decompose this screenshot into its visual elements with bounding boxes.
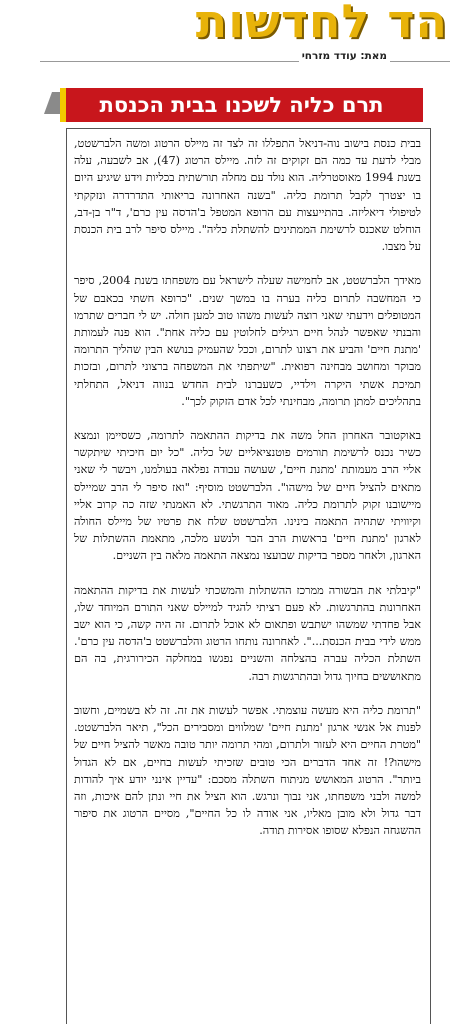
article-paragraph: בבית כנסת בישוב נוה-דניאל התפללו זה לצד זה מיילס הרטוג ומשה הלברשטט, מבלי לדעת עד כמה הם זקוקים זה לזה. מיילס הרטוג (47), אב לשבעה, עלה בשנת 1994 מאוסטרליה. הוא נולד עם מחלה תורשתית בכליות וידע שיגיע היום בו יצטרך לקבל תרומת כליה. "בשנה האחרונה בריאותי התדרדרה ונזקקתי לטיפולי דיאליזה. בהתייעצות עם הרופא המטפל ב'הדסה עין כרם', ד"ר בן-דב, הוחלט שאכנס לרשימת הממתינים להשתלת כליה". מיילס סיפר לרב בית הכנסת על מצבו. xyxy=(74,137,422,254)
article-paragraph: "תרומת כליה היא מעשה עוצמתי. אפשר לעשות את זה. זה לא בשמיים, וחשוב לפנות אל אנשי ארגון 'מתנת חיים' שמלווים ומסבירים הכל", תיאר הלברשטט. "מטרת החיים היא לעזור ולתרום, ומהי תרומה יותר טובה מאשר להציל חיים של מישהו?! זה אחד הדברים הכי טובים שזכיתי לעשות בחיים, אם לא הגדול ביותר". הרטוג המאושש מניתוח השתלה מסכם: "עדיין אינני יודע איך להודות למשה ולבני משפחתו, אני נבוך ונרגש. הוא הציל את חיי ונתן להם איכות, וזה דבר גדול ולא מובן מאליו, אני אודה לו כל החיים", מסיים הרטוג את סיפור ההשגחה הנפלא שסופו אסירות תודה. xyxy=(74,703,421,838)
article-paragraph: מאידך הלברשטט, אב לחמישה שעלה לישראל עם משפחתו בשנת 2004, סיפר כי המחשבה לתרום כליה בערה בו במשך שנים. "כרופא חשתי בכאבם של המטופלים וידעתי שאני רוצה לעשות משהו טוב למען חולה. יש לי חברים שתרמו והבנתי שאפשר לנהל חיים רגילים לחלוטין עם כליה אחת". הוא פנה לעמותת 'מתנת חיים' והביע את רצונו לתרום, וככל שהעמיק בנושא הבין שהליך התרומה מבוקר ומחושב מבחינה רפואית. "שיתפתי את המשפחה ברצוני לתרום, ובזכות תמיכת אשתי היקרה וילדיי, כשעברנו לבית החדש בנווה דניאל, התחלתי בתהליכים למתן תרומה, מבחינתי לכל אדם הזקוק לכך". xyxy=(74,274,421,408)
article-body xyxy=(66,128,431,1024)
article-paragraph: "קיבלתי את הבשורה ממרכז ההשתלות והמשכתי לעשות את בדיקות ההתאמה האחרונות בהתרגשות. לא פעם רציתי להגיד למיילס שאני התורם המיוחד שלו, אבל פחדתי שמשהו ישתבש ופתאום לא אוכל לתרום. זה היה קשה, כי הוא ישב ממש לידי בבית הכנסת...". לאחרונה נותחו הרטוג והלברשטט ב'הדסה עין כרם'. השתלת הכליה עברה בהצלחה והשניים נפגשו במחלקה הכירורגית, בה הם מתאוששים בחיוך גדול ובהתרגשות רבה. xyxy=(74,583,421,683)
newspaper-logo: הד לחדשות xyxy=(195,0,448,48)
byline: מאת: עודד מזרחי xyxy=(299,50,390,62)
article-headline: תרם כליה לשכנו בבית הכנסת xyxy=(99,93,384,117)
article-paragraph: באוקטובר האחרון החל משה את בדיקות ההתאמה לתרומה, כשסיימן ונמצא כשיר נכנס לרשימת תורמים פוטנציאליים של כליה. "כל יום חיכיתי שיתקשר אליי הרב מעמותת 'מתנת חיים', שעושה עבודה נפלאה בעולמנו, ויבשר לי שאני מתאים להציל חיים של מישהו". הלברשטט מוסיף: "ואז סיפר לי הרב שמיילס מיישובנו זקוק לתרומת כליה. מאוד התרגשתי. לא האמנתי שזה כה קרוב אליי וקיוויתי שתהיה התאמה בינינו. הלברשטט שלח את פרטיו של מיילס החולה לארגון 'מתנת חיים' בראשות הרב הבר ולנשע מלכה, מתאמת ההשתלות של הארגון, ולאחר מספר בדיקות שבועצו נמצאה התאמה מלאה בין השניים. xyxy=(74,429,421,563)
masthead xyxy=(40,0,450,62)
